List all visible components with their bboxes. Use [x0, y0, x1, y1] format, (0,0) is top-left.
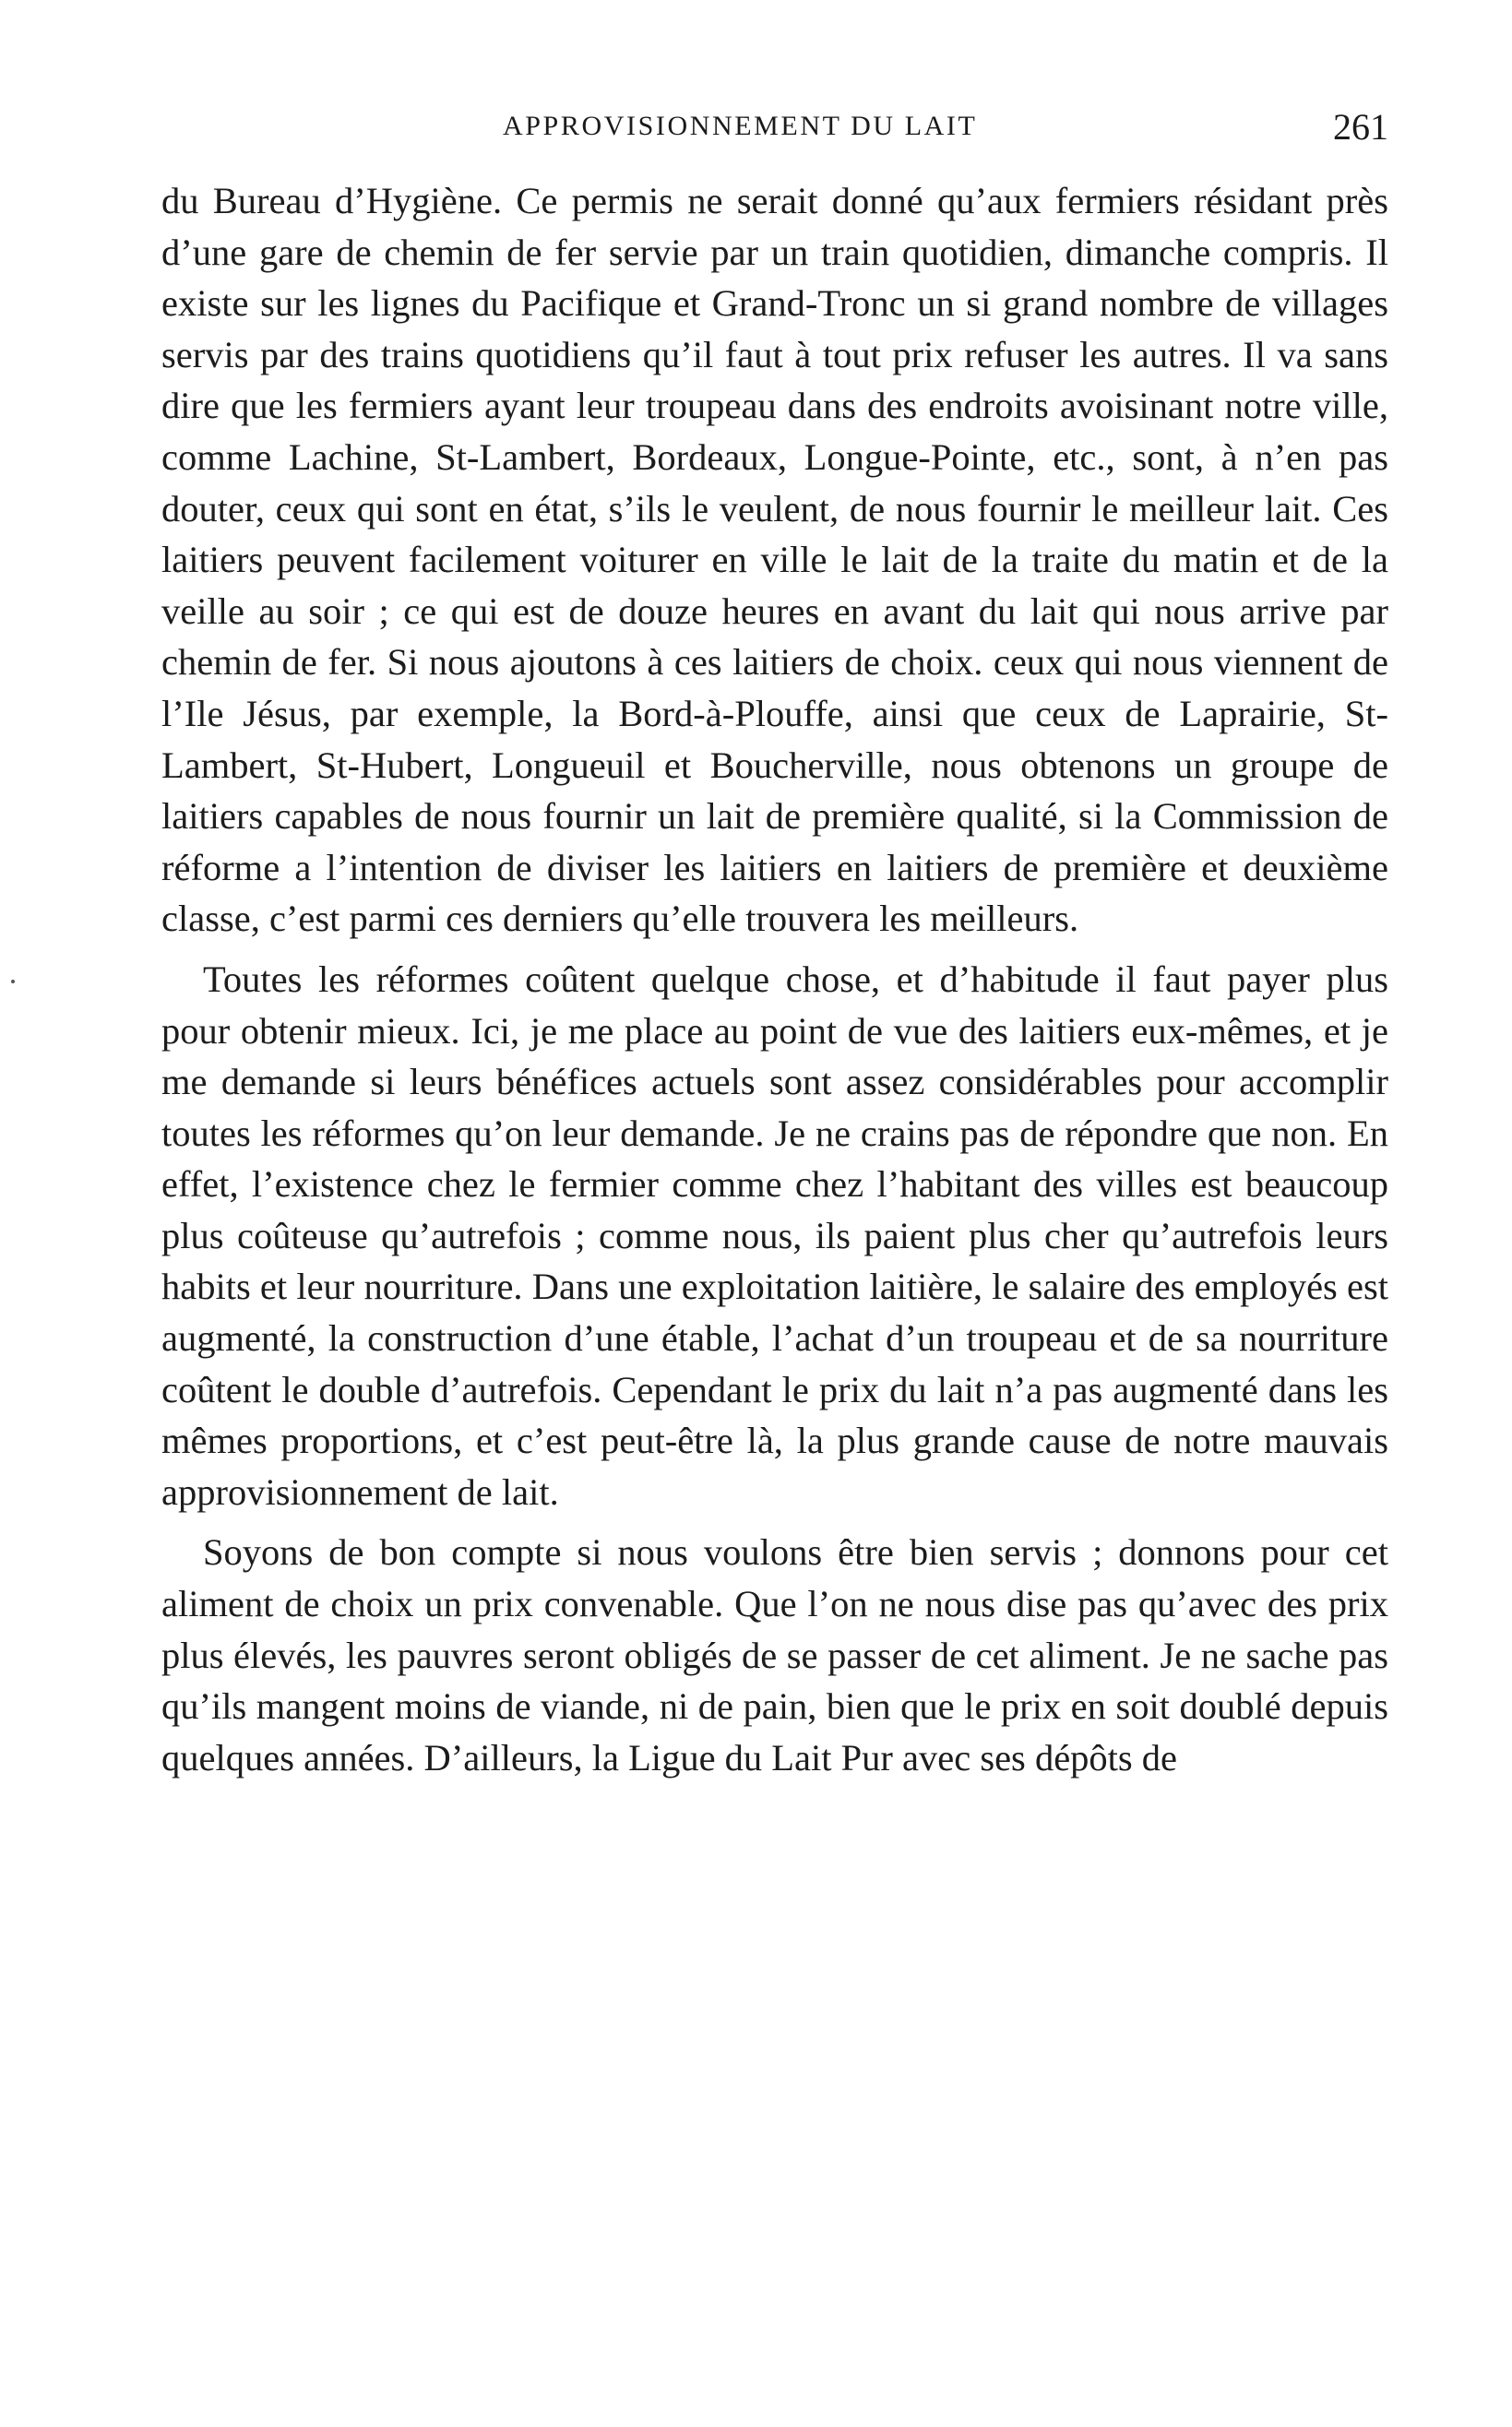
body-text: [161, 175, 1388, 1783]
page-number: 261: [1333, 106, 1388, 148]
paragraph-continuation: du Bureau d’Hygiène. Ce permis ne serait donné qu’aux fermiers résidant près d’une gare de chemin de fer servie par un train quotidien, dimanche compris. Il existe sur les lignes du Pacifique et Grand-Tronc un si grand nombre de villages servis par des trains quotidiens qu’il faut à tout prix refuser les autres. Il va sans dire que les fermiers ayant leur troupeau dans des endroits avoisinant notre ville, comme Lachine, St-Lambert, Bordeaux, Longue-Pointe, etc., sont, à n’en pas douter, ceux qui sont en état, s’ils le veulent, de nous fournir le meilleur lait. Ces laitiers peuvent facilement voiturer en ville le lait de la traite du matin et de la veille au soir ; ce qui est de douze heures en avant du lait qui nous arrive par chemin de fer. Si nous ajoutons à ces laitiers de choix. ceux qui nous viennent de l’Ile Jésus, par exemple, la Bord-à-Plouffe, ainsi que ceux de Laprairie, St-Lambert, St-Hubert, Longueuil et Boucherville, nous obtenons un groupe de laitiers capables de nous fournir un lait de première qualité, si la Commission de réforme a l’intention de diviser les laitiers en laitiers de première et deuxième classe, c’est parmi ces derniers qu’elle trouvera les meilleurs.: [161, 180, 1388, 940]
margin-speck: [11, 980, 15, 983]
paragraph-reformes: Toutes les réformes coûtent quelque chose, et d’habitude il faut payer plus pour obtenir mieux. Ici, je me place au point de vue des laitiers eux-mêmes, et je me demande si leurs bénéfices actuels sont assez considérables pour accomplir toutes les réformes qu’on leur demande. Je ne crains pas de répondre que non. En effet, l’existence chez le fermier comme chez l’habitant des villes est beaucoup plus coûteuse qu’autrefois ; comme nous, ils paient plus cher qu’autrefois leurs habits et leur nourriture. Dans une exploitation laitière, le salaire des employés est augmenté, la construction d’une étable, l’achat d’un troupeau et de sa nourriture coûtent le double d’autrefois. Cependant le prix du lait n’a pas augmenté dans les mêmes proportions, et c’est peut-être là, la plus grande cause de notre mauvais approvisionnement de lait.: [161, 958, 1388, 1513]
paragraph-soyons: Soyons de bon compte si nous voulons être bien servis ; donnons pour cet aliment de choix un prix convenable. Que l’on ne nous dise pas qu’avec des prix plus élevés, les pauvres seront obligés de se passer de cet aliment. Je ne sache pas qu’ils mangent moins de viande, ni de pain, bien que le prix en soit doublé depuis quelques années. D’ailleurs, la Ligue du Lait Pur avec ses dépôts de: [161, 1531, 1388, 1779]
page-header: [161, 106, 1388, 155]
running-title: APPROVISIONNEMENT DU LAIT: [503, 111, 978, 141]
